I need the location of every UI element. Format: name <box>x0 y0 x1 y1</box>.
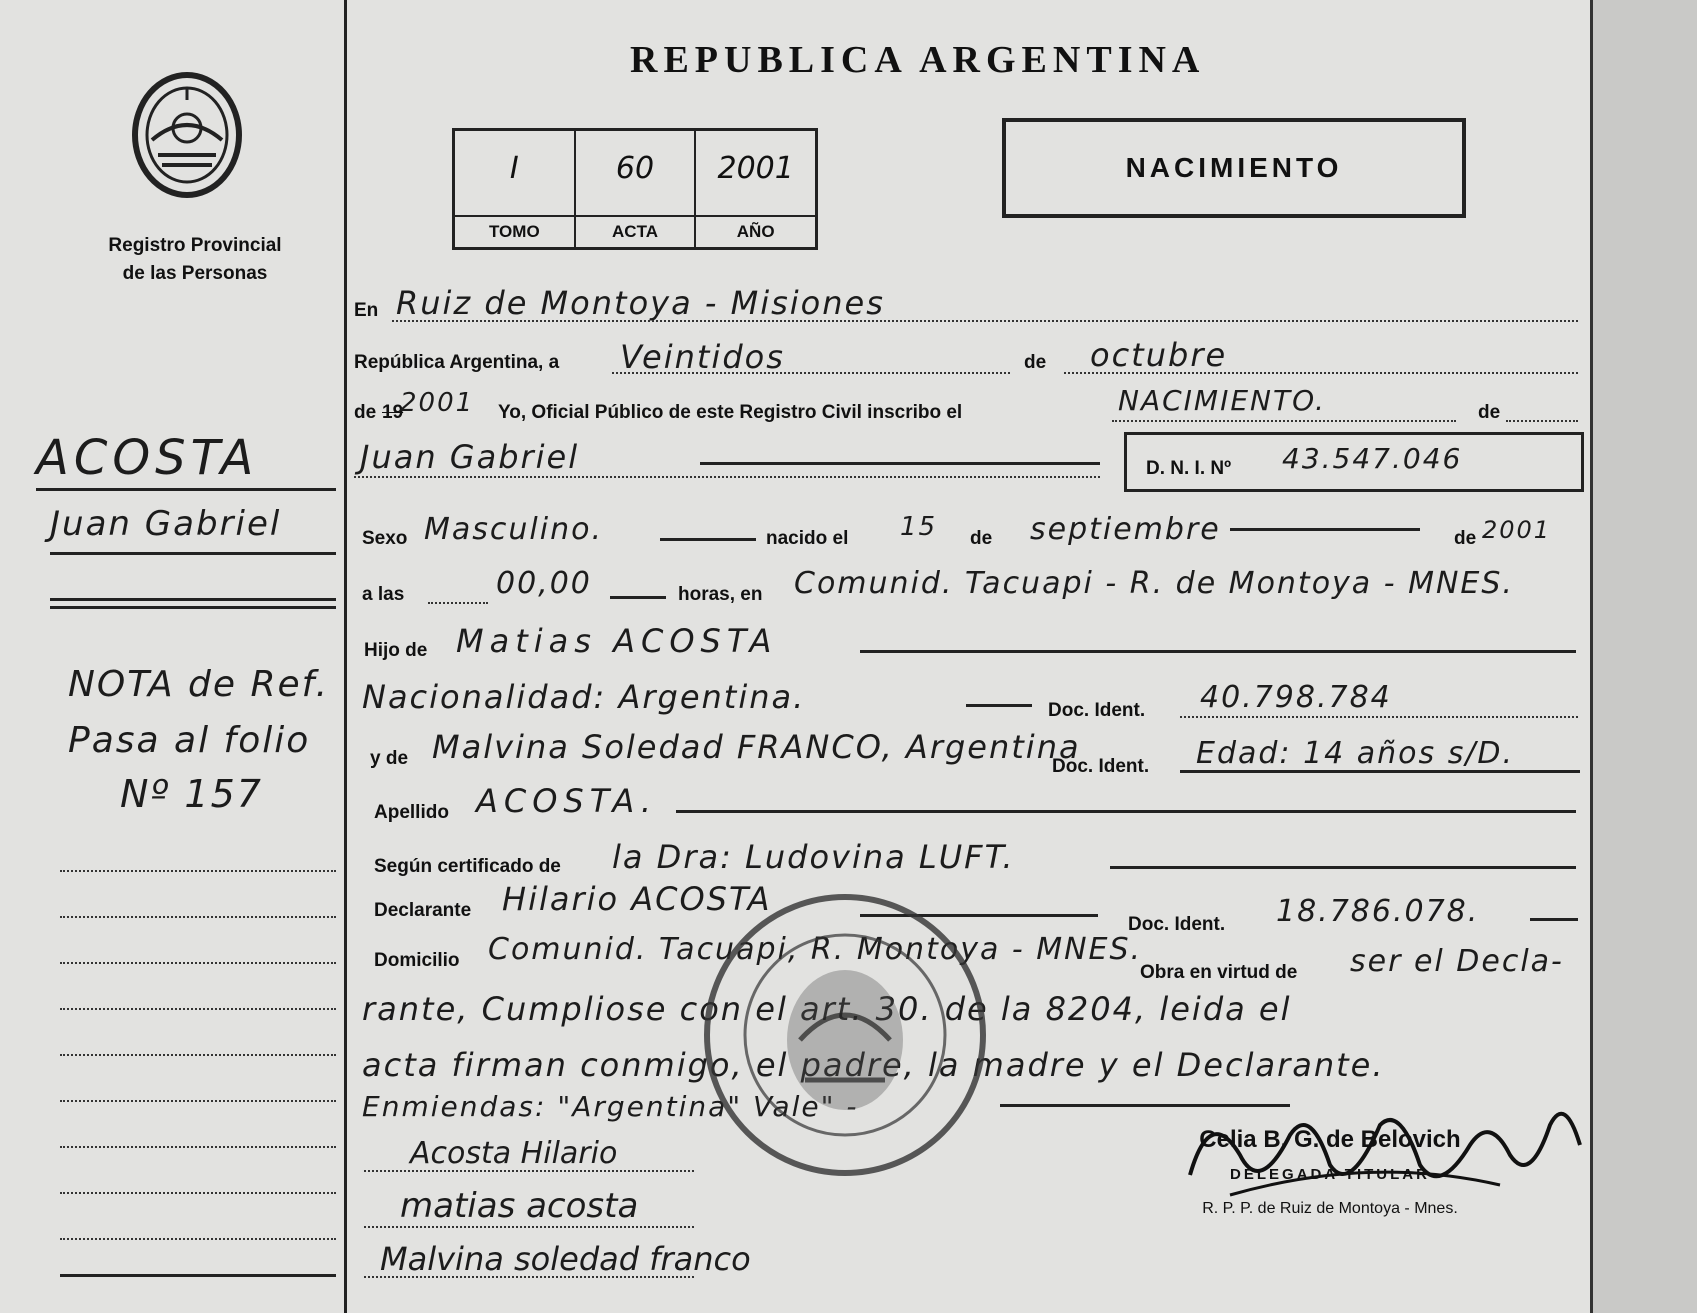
margin-dotted-line <box>60 1100 336 1102</box>
text-line-2: acta firman conmigo, el padre, la madre y el Declarante. <box>362 1046 1385 1084</box>
margin-rule <box>50 598 336 601</box>
label-y-de: y de <box>370 748 409 769</box>
acta-label: ACTA <box>576 215 695 247</box>
fill-line <box>676 810 1576 813</box>
registry-name-line2: de las Personas <box>122 263 268 284</box>
dotted-line <box>612 372 1010 374</box>
text-line-3: Enmiendas: "Argentina" Vale" - <box>362 1090 859 1123</box>
acta-value: 60 <box>615 151 655 186</box>
margin-note-line3: Nº 157 <box>120 772 263 816</box>
label-horas: horas, en <box>678 584 763 605</box>
margin-dotted-line <box>60 1192 336 1194</box>
act-number-table <box>452 128 818 250</box>
signature-declarant: Acosta Hilario <box>410 1136 618 1171</box>
label-sexo: Sexo <box>362 528 408 549</box>
margin-note-line1: NOTA de Ref. <box>68 664 330 705</box>
tomo-label: TOMO <box>455 215 574 247</box>
signature-dotted-line <box>364 1276 694 1278</box>
margin-bottom-rule <box>60 1274 336 1277</box>
fill-line <box>1530 918 1578 921</box>
label-doc-ident-1: Doc. Ident. <box>1048 700 1146 721</box>
margin-given-names: Juan Gabriel <box>50 504 282 544</box>
dotted-line <box>428 602 488 604</box>
signature-father: matias acosta <box>400 1186 639 1226</box>
margin-rule <box>36 488 336 491</box>
label-de2: de <box>1478 402 1501 423</box>
margin-note-line2: Pasa al folio <box>68 720 311 761</box>
label-yo-oficial: Yo, Oficial Público de este Registro Civil inscribo el <box>498 402 963 423</box>
official-stamp-emblem <box>700 890 990 1180</box>
printed-century: 19 <box>382 402 404 423</box>
adjacent-page-edge <box>1593 0 1697 1313</box>
birth-month-value: septiembre <box>1030 512 1221 547</box>
label-de3: de <box>970 528 993 549</box>
birth-place-value: Comunid. Tacuapi - R. de Montoya - MNES. <box>794 566 1514 601</box>
label-doc-ident-3: Doc. Ident. <box>1128 914 1226 935</box>
certificate-value: la Dra: Ludovina LUFT. <box>612 838 1015 876</box>
fill-line <box>1230 528 1420 531</box>
margin-dotted-line <box>60 916 336 918</box>
fill-line <box>1180 770 1580 773</box>
signature-dotted-line <box>364 1170 694 1172</box>
declarant-doc-value: 18.786.078. <box>1276 894 1480 929</box>
label-hijo: Hijo de <box>364 640 428 661</box>
label-doc-ident-2: Doc. Ident. <box>1052 756 1150 777</box>
father-value: Matias ACOSTA <box>456 622 778 660</box>
document-type-box: NACIMIENTO <box>1002 118 1466 218</box>
dotted-line <box>1112 420 1456 422</box>
fill-line <box>660 538 756 541</box>
label-obra: Obra en virtud de <box>1140 962 1298 983</box>
birth-year-value: 2001 <box>1482 516 1552 544</box>
person-value: Juan Gabriel <box>360 438 580 476</box>
dotted-line <box>392 320 1578 322</box>
label-en: En <box>354 300 379 321</box>
page-right-border <box>1590 0 1593 1313</box>
margin-dotted-line <box>60 1146 336 1148</box>
signature-mother: Malvina soledad franco <box>380 1240 751 1278</box>
label-de-year: de <box>354 402 377 423</box>
tomo-value: I <box>509 151 519 186</box>
dotted-line <box>354 476 1100 478</box>
father-nationality-value: Nacionalidad: Argentina. <box>362 678 806 716</box>
father-doc-value: 40.798.784 <box>1200 680 1392 715</box>
reason-value: ser el Decla- <box>1350 944 1564 979</box>
ano-label: AÑO <box>696 215 815 247</box>
label-segun: Según certificado de <box>374 856 561 877</box>
official-title: DELEGADA TITULAR <box>1230 1166 1430 1183</box>
month-value: octubre <box>1090 336 1228 374</box>
fill-line <box>700 462 1100 465</box>
day-value: Veintidos <box>620 338 785 376</box>
surname-value: ACOSTA. <box>476 782 657 820</box>
dotted-line <box>1064 372 1578 374</box>
fill-line <box>610 596 666 599</box>
label-declarante: Declarante <box>374 900 472 921</box>
fill-line <box>1110 866 1576 869</box>
margin-rule <box>50 552 336 555</box>
label-de: de <box>1024 352 1047 373</box>
label-de4: de <box>1454 528 1477 549</box>
provincial-seal-emblem <box>128 70 246 200</box>
document-header: REPUBLICA ARGENTINA <box>630 39 1206 81</box>
text-line-1: rante, Cumpliose con el art. 30. de la 8204, leida el <box>362 990 1292 1028</box>
ano-cell <box>696 131 815 247</box>
acta-cell <box>576 131 697 247</box>
label-dni: D. N. I. Nº <box>1146 458 1232 479</box>
margin-dotted-line <box>60 1054 336 1056</box>
ano-value: 2001 <box>717 151 794 186</box>
dotted-line <box>1506 420 1578 422</box>
event-value: NACIMIENTO. <box>1118 384 1326 417</box>
label-domicilio: Domicilio <box>374 950 460 971</box>
address-value: Comunid. Tacuapi, R. Montoya - MNES. <box>488 932 1143 967</box>
tomo-cell <box>455 131 576 247</box>
official-name: Celia B. G. de Belovich <box>1199 1126 1461 1153</box>
margin-dotted-line <box>60 1008 336 1010</box>
birth-day-value: 15 <box>900 512 938 542</box>
margin-dotted-line <box>60 962 336 964</box>
registry-name-line1: Registro Provincial <box>108 235 282 256</box>
mother-doc-value: Edad: 14 años s/D. <box>1196 736 1515 771</box>
birth-hour-value: 00,00 <box>496 566 592 601</box>
label-nacido: nacido el <box>766 528 849 549</box>
label-apellido: Apellido <box>374 802 449 823</box>
margin-surname: ACOSTA <box>36 430 259 486</box>
official-office: R. P. P. de Ruiz de Montoya - Mnes. <box>1202 1200 1458 1217</box>
margin-column-divider <box>344 0 347 1313</box>
year-value: 2001 <box>400 388 475 418</box>
dni-value: 43.547.046 <box>1282 442 1463 475</box>
fill-line <box>860 650 1576 653</box>
dotted-line <box>1180 716 1578 718</box>
margin-dotted-line <box>60 1238 336 1240</box>
sex-value: Masculino. <box>424 512 603 547</box>
margin-dotted-line <box>60 870 336 872</box>
registry-name <box>70 232 320 288</box>
fill-line <box>966 704 1032 707</box>
declarant-value: Hilario ACOSTA <box>502 880 772 918</box>
margin-rule <box>50 606 336 609</box>
label-a-las: a las <box>362 584 405 605</box>
mother-value: Malvina Soledad FRANCO, Argentina <box>432 728 1081 766</box>
place-value: Ruiz de Montoya - Misiones <box>396 284 885 322</box>
signature-dotted-line <box>364 1226 694 1228</box>
label-republica: República Argentina, a <box>354 352 560 373</box>
